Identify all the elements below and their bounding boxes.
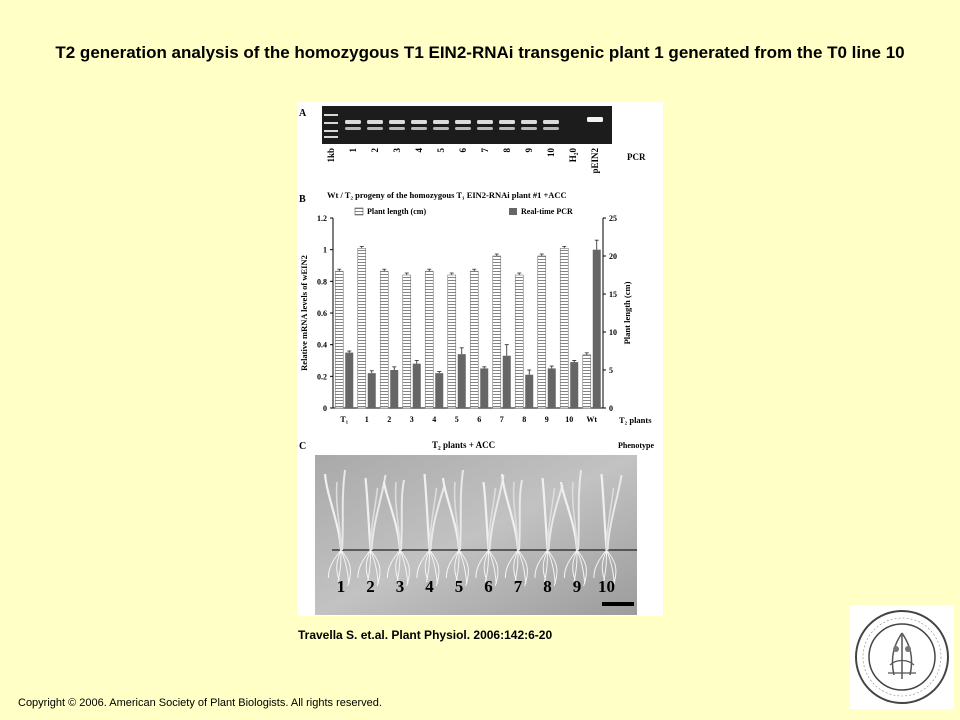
left-tick-label: 0.4 [317, 340, 327, 350]
citation: Travella S. et.al. Plant Physiol. 2006:142:6-20 [298, 628, 553, 642]
gel-lane-label: 8 [502, 148, 512, 153]
panel-c-label: C [299, 441, 307, 452]
gel-band [477, 127, 493, 130]
gel-band [543, 127, 559, 130]
gel-lane-label: 2 [370, 148, 380, 153]
x-tick-label: 8 [522, 415, 527, 424]
chart-legend [355, 207, 573, 216]
gel-lane-label: 7 [480, 148, 490, 153]
gel-band [367, 120, 383, 124]
gel-band [389, 127, 405, 130]
bar-plant-length [538, 256, 546, 408]
gel-lane-label: 4 [414, 148, 424, 153]
bar-plant-length [470, 271, 478, 408]
bar-real-time-pcr [458, 354, 466, 408]
bar-real-time-pcr [503, 356, 511, 408]
gel-band [543, 120, 559, 124]
bar-real-time-pcr [435, 373, 443, 408]
right-tick-label: 25 [609, 214, 617, 223]
gel-band [345, 120, 361, 124]
bar-real-time-pcr [345, 353, 353, 408]
bar-plant-length [583, 355, 591, 408]
plant-number: 4 [425, 577, 434, 596]
gel-lane-label: pEIN2 [590, 148, 600, 174]
x-axis-label: T₂ plants [619, 415, 652, 425]
left-tick-label: 0.8 [317, 277, 327, 287]
bar-real-time-pcr [525, 375, 533, 408]
left-tick-label: 1 [323, 245, 327, 255]
ladder-band [324, 122, 338, 124]
left-tick-label: 0.6 [317, 309, 327, 318]
gel-band [389, 120, 405, 124]
x-tick-label: Wt [586, 415, 598, 424]
gel-lane-label: 1 [348, 148, 358, 153]
gel-band [499, 127, 515, 130]
plant-number: 3 [395, 577, 405, 596]
y-axis-label: Relative mRNA levels of wEIN2 [299, 255, 309, 371]
society-seal-logo [850, 605, 954, 709]
plant-number: 7 [513, 577, 523, 596]
figure-image [297, 102, 663, 616]
bar-real-time-pcr [480, 368, 488, 408]
ladder-band [324, 114, 338, 116]
seedling-photo [315, 455, 637, 615]
x-tick-label: 2 [387, 415, 392, 424]
legend-swatch-pcr [509, 208, 517, 215]
figure-svg [297, 102, 663, 616]
gel-lane-label: 10 [546, 148, 556, 157]
left-tick-label: 0 [323, 404, 327, 413]
plant-number: 2 [366, 577, 375, 596]
gel-band [433, 120, 449, 124]
plant-number: 6 [484, 577, 493, 596]
gel-lane-label: 5 [436, 148, 446, 153]
gel-lane-label: 3 [392, 148, 402, 153]
gel-lane-label: 1kb [326, 148, 336, 163]
left-tick-label: 1.2 [317, 214, 327, 223]
right-tick-label: 10 [609, 328, 617, 337]
chart-title: Wt / T₂ progeny of the homozygous T₁ EIN2-RNAi plant #1 +ACC [327, 190, 567, 200]
gel-band [521, 127, 537, 130]
bar-chart [299, 207, 652, 425]
photo-title: T₂ plants + ACC [432, 440, 496, 450]
plant-number: 5 [454, 577, 464, 596]
gel-band [345, 127, 361, 130]
bar-real-time-pcr [548, 368, 556, 408]
panel-b-label: B [299, 194, 306, 205]
plant-number: 8 [543, 577, 552, 596]
x-tick-label: 6 [477, 415, 482, 424]
bar-real-time-pcr [390, 370, 398, 408]
ladder-band [324, 130, 338, 132]
gel-lane-label: 9 [524, 148, 534, 153]
gel-band [521, 120, 537, 124]
x-tick-label: 3 [409, 415, 414, 424]
gel-lane-label: H₂0 [568, 148, 578, 163]
plant-number: 10 [598, 577, 615, 596]
legend-label-pcr: Real-time PCR [521, 207, 573, 216]
gel-lane-label: 6 [458, 148, 468, 153]
ladder-band [324, 136, 338, 138]
gel-band [587, 117, 603, 122]
gel-band [367, 127, 383, 130]
gel-band [433, 127, 449, 130]
y-axis-right-label: Plant length (cm) [622, 281, 632, 345]
x-tick-label: 10 [565, 415, 574, 424]
x-tick-label: 1 [364, 415, 369, 424]
plant-number: 9 [572, 577, 582, 596]
right-tick-label: 20 [609, 252, 617, 261]
bar-plant-length [448, 275, 456, 408]
right-tick-label: 15 [609, 290, 617, 299]
x-tick-label: 4 [432, 415, 437, 424]
bar-real-time-pcr [570, 362, 578, 408]
bar-plant-length [425, 271, 433, 408]
bar-plant-length [493, 256, 501, 408]
right-tick-label: 0 [609, 404, 613, 413]
legend-label-length: Plant length (cm) [367, 207, 427, 216]
left-tick-label: 0.2 [317, 372, 327, 382]
gel-band [455, 120, 471, 124]
gel-band [499, 120, 515, 124]
bar-plant-length [358, 248, 366, 408]
bar-plant-length [403, 275, 411, 408]
panel-a-label: A [299, 108, 307, 119]
pcr-label: PCR [627, 152, 646, 162]
scale-bar [602, 602, 634, 606]
right-tick-label: 5 [609, 366, 613, 375]
copyright-notice: Copyright © 2006. American Society of Plant Biologists. All rights reserved. [18, 697, 382, 709]
bar-plant-length [380, 271, 388, 408]
bar-real-time-pcr [413, 364, 421, 408]
bar-plant-length [515, 275, 523, 408]
bar-plant-length [335, 271, 343, 408]
bar-plant-length [560, 248, 568, 408]
plant-number: 1 [336, 577, 346, 596]
x-tick-label: 9 [544, 415, 549, 424]
seal-icon [850, 605, 954, 709]
x-tick-label: T₁ [340, 415, 349, 424]
bar-real-time-pcr [593, 250, 601, 408]
gel-band [411, 120, 427, 124]
x-tick-label: 5 [454, 415, 459, 424]
x-tick-label: 7 [499, 415, 504, 424]
gel-image [322, 106, 612, 144]
bar-real-time-pcr [368, 373, 376, 408]
gel-band [477, 120, 493, 124]
gel-band [411, 127, 427, 130]
gel-lane-labels [326, 148, 600, 174]
slide-title: T2 generation analysis of the homozygous T1 EIN2-RNAi transgenic plant 1 generated from the T0 line 10 [55, 43, 905, 62]
gel-band [455, 127, 471, 130]
phenotype-label: Phenotype [618, 441, 654, 450]
legend-swatch-length [355, 208, 363, 215]
